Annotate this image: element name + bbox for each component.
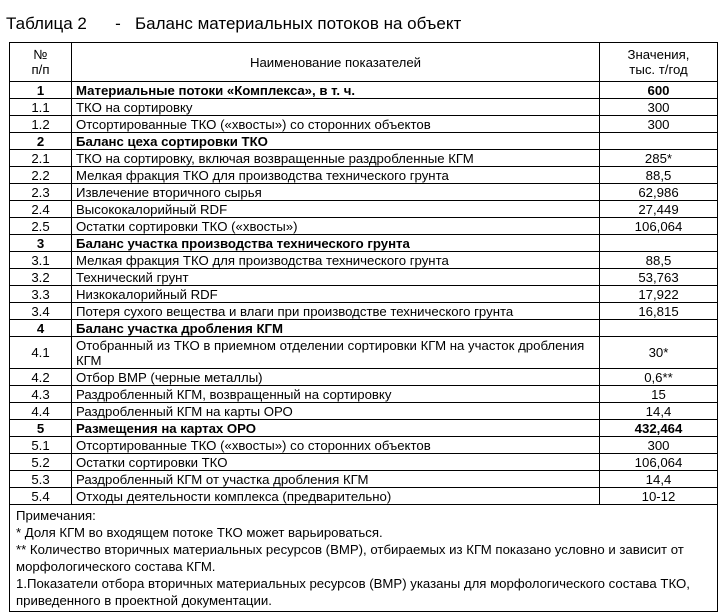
table-row [10,454,718,471]
row-value [600,133,718,150]
table-row [10,133,718,150]
note-line: ** Количество вторичных материальных ресурсов (ВМР), отбираемых из КГМ показано условно и зависит от морфологического состава КГМ. [16,542,684,574]
header-num [10,43,72,82]
row-name: Отобранный из ТКО в приемном отделении сортировки КГМ на участок дробления КГМ [72,337,600,369]
table-row [10,201,718,218]
row-value: 88,5 [600,167,718,184]
table-row [10,471,718,488]
row-name: Технический грунт [72,269,600,286]
table-row [10,269,718,286]
row-num: 4.2 [10,369,72,386]
row-value: 432,464 [600,420,718,437]
notes-title: Примечания: [16,508,96,523]
row-num: 1.2 [10,116,72,133]
table-header-row [10,43,718,82]
row-name: Раздробленный КГМ на карты ОРО [72,403,600,420]
table-row [10,218,718,235]
row-num: 2.2 [10,167,72,184]
table-row [10,235,718,252]
row-name: Отсортированные ТКО («хвосты») со сторонних объектов [72,116,600,133]
row-num: 2.4 [10,201,72,218]
row-num: 3.1 [10,252,72,269]
row-name: ТКО на сортировку, включая возвращенные раздробленные КГМ [72,150,600,167]
row-num: 2.5 [10,218,72,235]
table-row [10,369,718,386]
row-num: 3.2 [10,269,72,286]
row-num: 5.4 [10,488,72,505]
row-num: 2.1 [10,150,72,167]
row-num: 5 [10,420,72,437]
row-value: 14,4 [600,403,718,420]
table-row [10,337,718,369]
table-row [10,116,718,133]
row-num: 4.4 [10,403,72,420]
row-name: Остатки сортировки ТКО [72,454,600,471]
row-name: Извлечение вторичного сырья [72,184,600,201]
row-name: Раздробленный КГМ от участка дробления КГМ [72,471,600,488]
table-row [10,303,718,320]
row-num: 4.3 [10,386,72,403]
table-row [10,320,718,337]
header-name [72,43,600,82]
row-name: Низкокалорийный RDF [72,286,600,303]
row-num: 5.2 [10,454,72,471]
row-value: 600 [600,82,718,99]
row-num: 3 [10,235,72,252]
row-name: Размещения на картах ОРО [72,420,600,437]
row-name: Отсортированные ТКО («хвосты») со сторонних объектов [72,437,600,454]
table-row [10,150,718,167]
row-name: Раздробленный КГМ, возвращенный на сортировку [72,386,600,403]
table-row [10,167,718,184]
row-num: 3.3 [10,286,72,303]
row-num: 5.3 [10,471,72,488]
row-value: 17,922 [600,286,718,303]
row-value: 16,815 [600,303,718,320]
row-value: 0,6** [600,369,718,386]
notes-cell [10,505,718,612]
row-value: 30* [600,337,718,369]
row-num: 3.4 [10,303,72,320]
row-name: Баланс цеха сортировки ТКО [72,133,600,150]
row-name: Потеря сухого вещества и влаги при производстве технического грунта [72,303,600,320]
row-value: 285* [600,150,718,167]
note-line: 1.Показатели отбора вторичных материальных ресурсов (ВМР) указаны для морфологического состава ТКО, приведенного в проектной документации. [16,576,690,608]
row-name: ТКО на сортировку [72,99,600,116]
header-num-label: № п/п [31,47,50,77]
row-value: 53,763 [600,269,718,286]
table-row [10,184,718,201]
row-name: Баланс участка производства технического грунта [72,235,600,252]
row-value: 10-12 [600,488,718,505]
row-value: 88,5 [600,252,718,269]
row-name: Отходы деятельности комплекса (предварительно) [72,488,600,505]
table-row [10,99,718,116]
row-name: Материальные потоки «Комплекса», в т. ч. [72,82,600,99]
row-value: 27,449 [600,201,718,218]
row-num: 2.3 [10,184,72,201]
row-name: Баланс участка дробления КГМ [72,320,600,337]
row-num: 5.1 [10,437,72,454]
row-num: 4.1 [10,337,72,369]
row-value: 15 [600,386,718,403]
row-value [600,320,718,337]
row-num: 1.1 [10,99,72,116]
row-name: Высококалорийный RDF [72,201,600,218]
table-row [10,82,718,99]
row-value: 106,064 [600,454,718,471]
header-value [600,43,718,82]
table-caption: Таблица 2 - Баланс материальных потоков на объект [6,14,462,33]
table-row [10,286,718,303]
row-value: 300 [600,99,718,116]
header-name-label: Наименование показателей [249,54,422,70]
row-value: 14,4 [600,471,718,488]
row-name: Мелкая фракция ТКО для производства технического грунта [72,167,600,184]
row-name: Отбор ВМР (черные металлы) [72,369,600,386]
row-value: 106,064 [600,218,718,235]
material-balance-table [9,42,718,612]
row-value: 300 [600,116,718,133]
row-num: 1 [10,82,72,99]
table-row [10,420,718,437]
row-num: 2 [10,133,72,150]
table-row [10,488,718,505]
table-row [10,403,718,420]
row-value: 300 [600,437,718,454]
row-name: Остатки сортировки ТКО («хвосты») [72,218,600,235]
notes-row [10,505,718,612]
table-row [10,437,718,454]
table-row [10,252,718,269]
row-name: Мелкая фракция ТКО для производства технического грунта [72,252,600,269]
table-row [10,386,718,403]
header-value-label: Значения, тыс. т/год [627,47,690,77]
note-line: * Доля КГМ во входящем потоке ТКО может варьироваться. [16,525,383,540]
row-num: 4 [10,320,72,337]
row-value [600,235,718,252]
row-value: 62,986 [600,184,718,201]
